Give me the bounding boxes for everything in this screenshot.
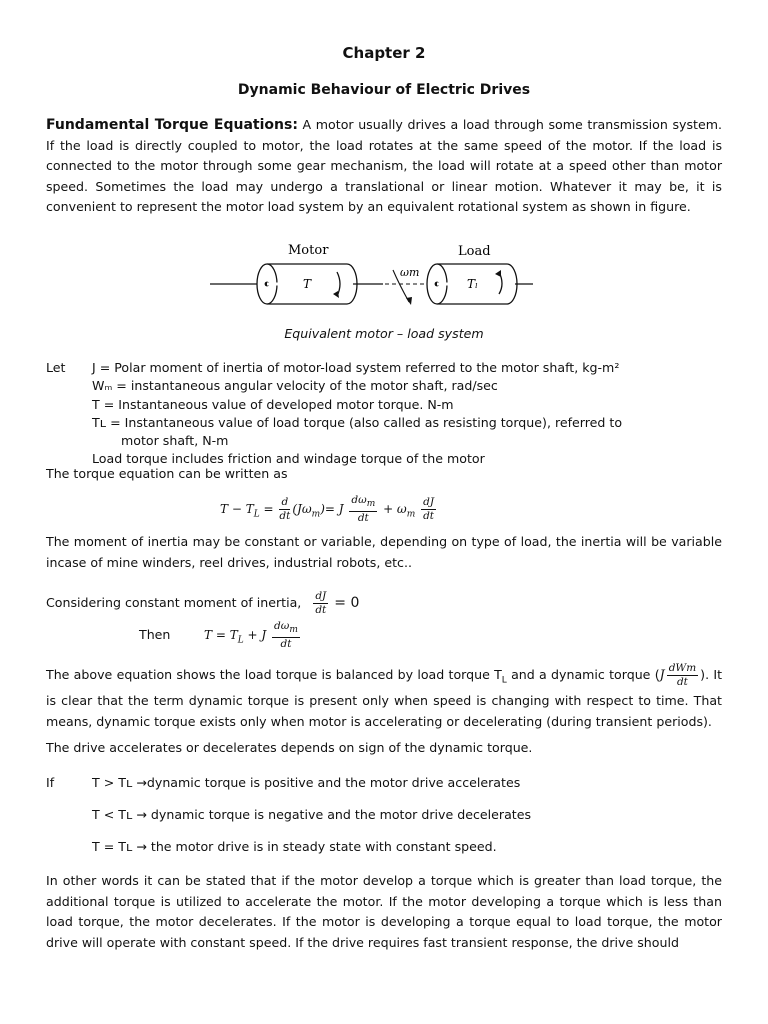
constant-inertia-line: Considering constant moment of inertia, $\frac{dJ}{dt}$ = 0	[46, 590, 360, 616]
condition-item: T < Tʟ → dynamic torque is negative and the motor drive decelerates	[92, 807, 532, 822]
definition-item: T = Instantaneous value of developed motor torque. N-m	[92, 396, 454, 412]
speed-label: ωm	[400, 266, 420, 279]
dwm-dt-fraction: $\frac{d\omega_m}{dt}$	[351, 494, 376, 525]
balance-paragraph: The above equation shows the load torque is balanced by load torque $T_L$ and a dynamic torque (J $\frac{\text{dWm}}{dt}$ ). It is clear that the term dynamic torque is present only when speed is changing with respect to time. That means, dynamic torque exists only when motor is accelerating or decelerating (during transient periods).	[46, 662, 723, 729]
condition-item: T > Tʟ →dynamic torque is positive and the motor drive accelerates	[92, 775, 521, 790]
let-label: Let	[46, 360, 66, 375]
definition-list	[92, 359, 732, 469]
torque-intro-text: The torque equation can be written as	[46, 466, 288, 481]
sign-paragraph: The drive accelerates or decelerates depends on sign of the dynamic torque.	[46, 740, 533, 755]
load-label: Load	[458, 244, 491, 259]
final-paragraph: In other words it can be stated that if the motor develop a torque which is greater than load torque, the additional torque is utilized to accelerate the motor. If the motor developing a torque which is less than load torque, the motor decelerates. If the motor is developing a torque equal to load torque, the motor drive will operate with constant speed. If the drive requires fast transient response, the drive should	[46, 873, 722, 950]
intro-text: A motor usually drives a load through some transmission system. If the load is directly coupled to motor, the load rotates at the same speed of the motor. If the load is connected to the motor through some gear mechanism, the load will rotate at a speed other than motor speed. Sometimes the load may undergo a translational or linear motion. Whatever it may be, it is convenient to represent the motor load system by an equivalent rotational system as shown in figure.	[46, 117, 722, 214]
intro-paragraph	[46, 115, 722, 218]
motor-load-diagram	[205, 232, 535, 322]
load-torque-label: Tₗ	[467, 277, 478, 291]
motor-torque-label: T	[303, 277, 312, 291]
chapter-heading: Chapter 2	[342, 44, 426, 62]
dwm-dt-fraction: $\frac{\text{dWm}}{dt}$	[668, 662, 697, 688]
definition-item: Load torque includes friction and windage torque of the motor	[92, 451, 485, 467]
dwm-dt-fraction: $\frac{d\omega_m}{dt}$	[274, 620, 298, 651]
if-label: If	[46, 775, 55, 790]
document-title: Dynamic Behaviour of Electric Drives	[237, 82, 531, 98]
dynamic-torque-equation: $T = T_L + J$ $\frac{d\omega_m}{dt}$	[204, 620, 298, 651]
definition-item: Wₘ = instantaneous angular velocity of the motor shaft, rad/sec	[92, 378, 498, 394]
inertia-paragraph: The moment of inertia may be constant or variable, depending on type of load, the inertia will be variable incase of mine winders, reel drives, industrial robots, etc..	[46, 534, 722, 570]
dj-dt-fraction: $\frac{dJ}{dt}$	[315, 590, 327, 616]
dj-dt-fraction: $\frac{dJ}{dt}$	[423, 496, 435, 523]
then-label: Then	[139, 627, 171, 642]
condition-item: T = Tʟ → the motor drive is in steady state with constant speed.	[92, 839, 497, 854]
motor-label: Motor	[288, 243, 329, 258]
torque-equation: $T - T_L$ = $\frac{d}{dt}$ $(J\omega_m)= J$ $\frac{d\omega_m}{dt}$ + $\omega_m$ $\frac{dJ}{dt}$	[220, 494, 435, 525]
definition-item: J = Polar moment of inertia of motor-load system referred to the motor shaft, kg-m²	[92, 360, 620, 375]
speed-arrowhead-icon	[406, 297, 412, 305]
section-lead: Fundamental Torque Equations:	[46, 117, 298, 133]
definition-item: motor shaft, N-m	[121, 433, 229, 449]
d-dt-fraction: $\frac{d}{dt}$	[279, 496, 291, 523]
figure-caption: Equivalent motor – load system	[284, 326, 484, 341]
definition-item: Tʟ = Instantaneous value of load torque (also called as resisting torque), referred to	[92, 414, 623, 430]
